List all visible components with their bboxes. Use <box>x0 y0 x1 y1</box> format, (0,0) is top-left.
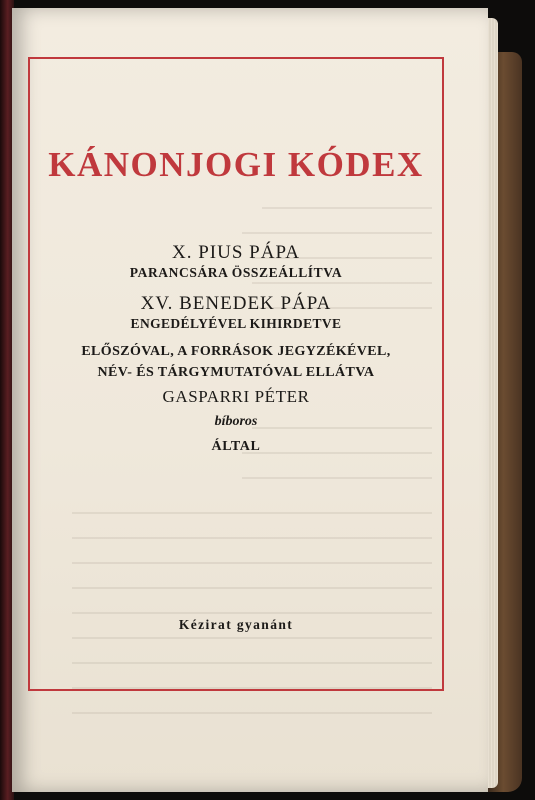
compiled-by-order-line: PARANCSÁRA ÖSSZEÁLLÍTVA <box>129 265 343 280</box>
author-title: bíboros <box>214 414 258 429</box>
red-border-frame <box>28 57 444 691</box>
by-line: ÁLTAL <box>211 439 261 454</box>
book-title: KÁNONJOGI KÓDEX <box>48 145 424 184</box>
title-page <box>12 8 488 792</box>
manuscript-note: Kézirat gyanánt <box>178 617 294 632</box>
author-name: GASPARRI PÉTER <box>162 387 310 406</box>
index-line: NÉV- ÉS TÁRGYMUTATÓVAL ELLÁTVA <box>97 365 375 380</box>
pope-pius-line: X. PIUS PÁPA <box>172 242 300 263</box>
preface-sources-line: ELŐSZÓVAL, A FORRÁSOK JEGYZÉKÉVEL, <box>81 344 391 359</box>
promulgated-line: ENGEDÉLYÉVEL KIHIRDETVE <box>130 316 342 331</box>
pope-benedict-line: XV. BENEDEK PÁPA <box>140 293 332 314</box>
